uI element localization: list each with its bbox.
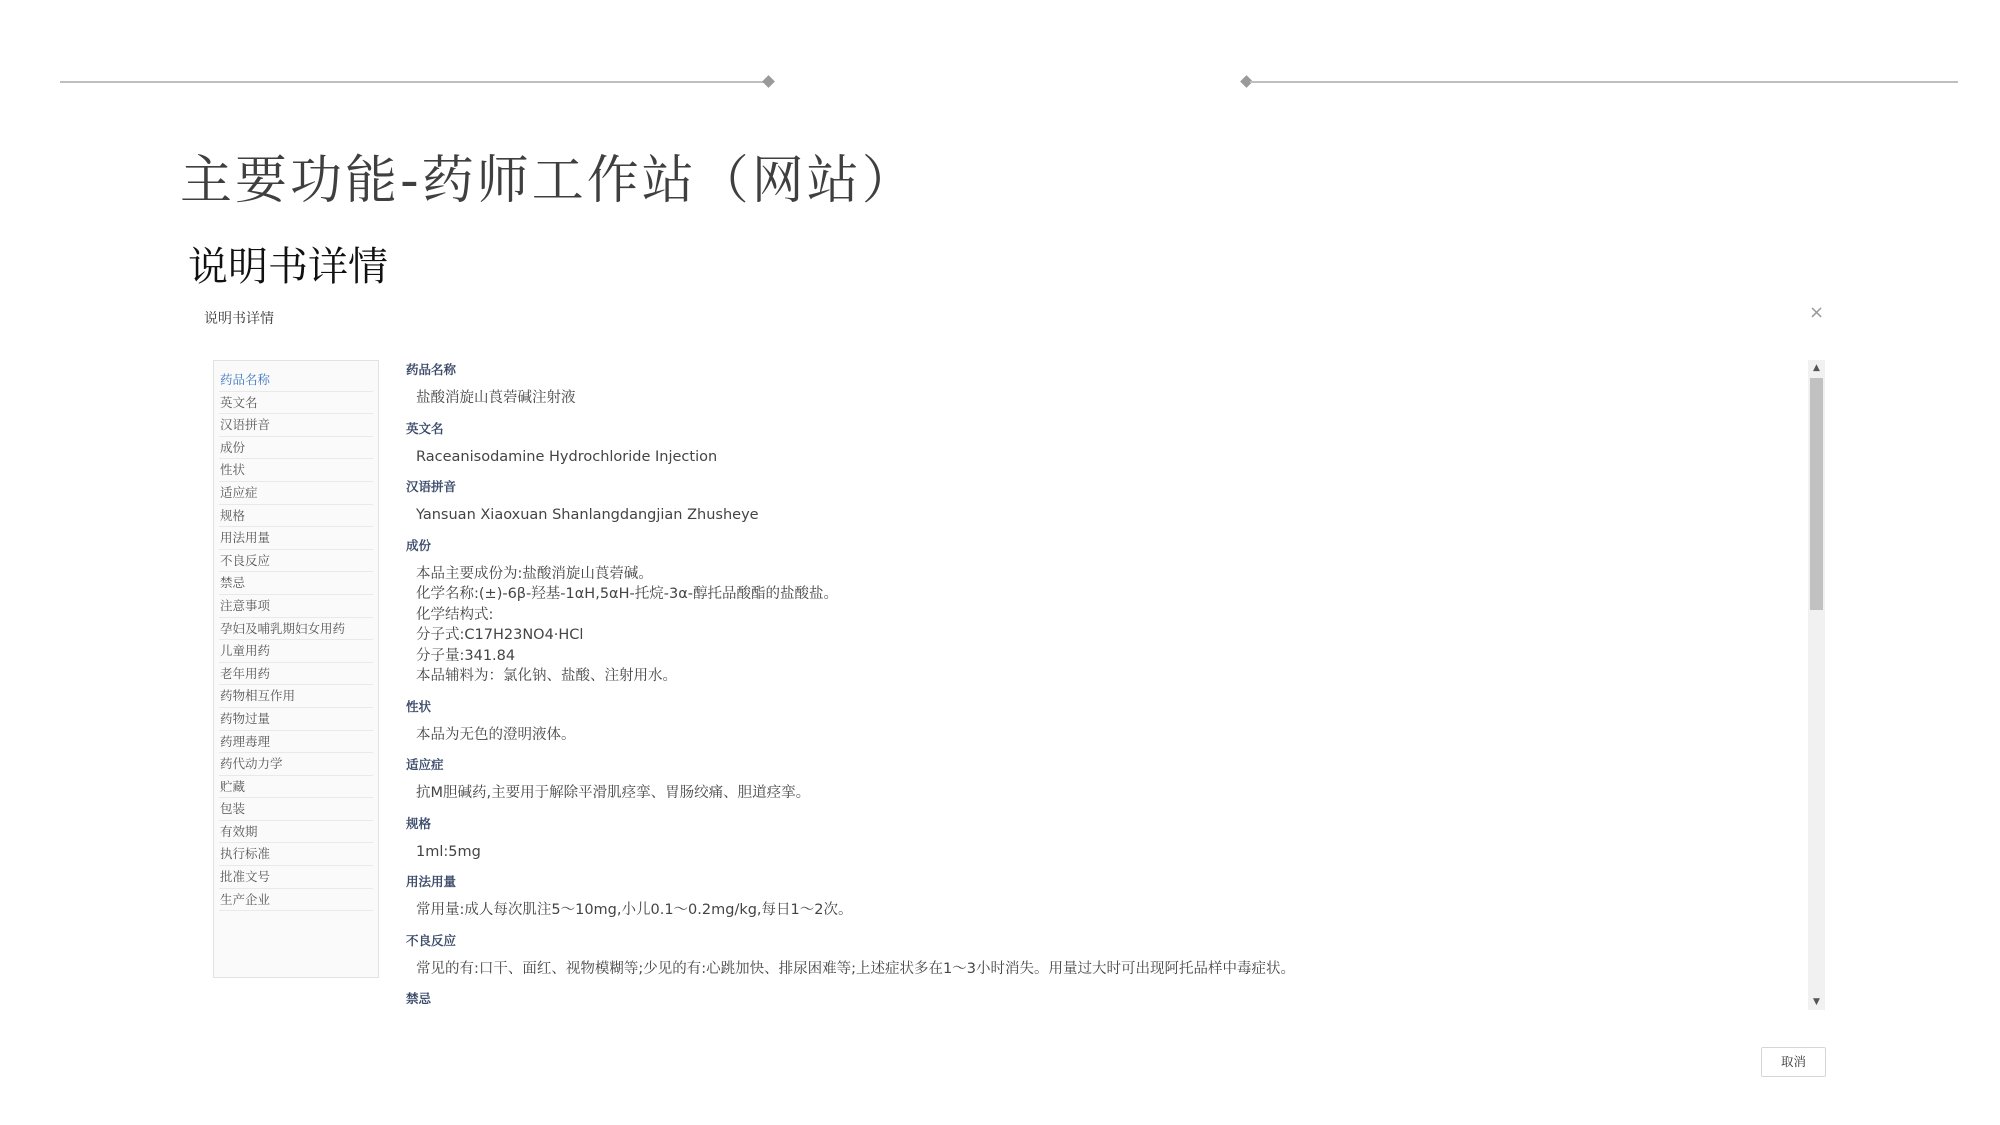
section-body <box>406 842 1776 863</box>
section-body <box>406 505 1776 526</box>
instruction-section <box>406 931 1776 980</box>
section-nav-sidebar <box>213 360 379 978</box>
section-heading: 成份 <box>406 537 432 553</box>
section-line: 常用量:成人每次肌注5～10mg,小儿0.1～0.2mg/kg,每日1～2次。 <box>416 902 853 918</box>
scroll-down-arrow-icon[interactable]: ▼ <box>1813 997 1820 1007</box>
sidebar-item[interactable]: 药物相互作用 <box>219 685 373 708</box>
instruction-section <box>406 477 1776 526</box>
sidebar-item[interactable]: 用法用量 <box>219 527 373 550</box>
section-line: 盐酸消旋山莨菪碱注射液 <box>416 390 576 406</box>
section-line: Raceanisodamine Hydrochloride Injection <box>416 448 718 465</box>
sidebar-item[interactable]: 成份 <box>219 437 373 460</box>
section-body <box>406 725 1776 746</box>
close-icon[interactable]: × <box>1809 302 1825 323</box>
section-line: 1ml:5mg <box>416 843 481 860</box>
sidebar-item[interactable]: 适应症 <box>219 482 373 505</box>
instruction-section <box>406 872 1776 921</box>
sidebar-item[interactable]: 药代动力学 <box>219 753 373 776</box>
section-body <box>406 564 1776 687</box>
sidebar-item[interactable]: 贮藏 <box>219 776 373 799</box>
decorative-diamond-left <box>762 75 775 88</box>
instruction-section <box>406 989 1776 1009</box>
section-line: 分子量:341.84 <box>416 647 516 664</box>
sidebar-item[interactable]: 老年用药 <box>219 663 373 686</box>
section-line: 抗M胆碱药,主要用于解除平滑肌痉挛、胃肠绞痛、胆道痉挛。 <box>416 785 811 801</box>
decorative-line-left <box>60 81 768 83</box>
section-heading: 用法用量 <box>406 874 457 889</box>
decorative-line-right <box>1250 81 1958 83</box>
section-body <box>406 388 1776 409</box>
sidebar-item[interactable]: 禁忌 <box>219 572 373 595</box>
section-line: 本品为无色的澄明液体。 <box>416 726 576 743</box>
section-body <box>406 447 1776 468</box>
sidebar-item[interactable]: 规格 <box>219 505 373 528</box>
section-line: 常见的有:口干、面红、视物模糊等;少见的有:心跳加快、排尿困难等;上述症状多在1～3小时消失。用量过大时可出现阿托品样中毒症状。 <box>416 960 1295 977</box>
sidebar-item[interactable]: 汉语拼音 <box>219 414 373 437</box>
sidebar-item[interactable]: 生产企业 <box>219 889 373 912</box>
sidebar-item[interactable]: 儿童用药 <box>219 640 373 663</box>
instruction-section <box>406 419 1776 468</box>
content-scrollbar[interactable] <box>1808 360 1825 1010</box>
slide-subtitle: 说明书详情 <box>188 244 388 290</box>
sidebar-item[interactable]: 药理毒理 <box>219 731 373 754</box>
sidebar-item[interactable]: 有效期 <box>219 821 373 844</box>
instructions-dialog <box>186 290 1842 1112</box>
section-heading: 药品名称 <box>406 362 457 377</box>
sidebar-item[interactable]: 不良反应 <box>219 550 373 573</box>
sidebar-item[interactable]: 批准文号 <box>219 866 373 889</box>
section-heading: 规格 <box>406 815 432 831</box>
sidebar-item[interactable]: 包装 <box>219 798 373 821</box>
instruction-section <box>406 536 1776 687</box>
section-heading: 英文名 <box>406 420 444 436</box>
cancel-button[interactable]: 取消 <box>1761 1047 1826 1077</box>
sidebar-item[interactable]: 注意事项 <box>219 595 373 618</box>
sidebar-item[interactable]: 孕妇及哺乳期妇女用药 <box>219 618 373 641</box>
section-heading: 汉语拼音 <box>406 479 457 494</box>
dialog-title: 说明书详情 <box>204 311 274 327</box>
instruction-section <box>406 755 1776 804</box>
section-line: 分子式:C17H23NO4·HCl <box>416 627 584 643</box>
section-line: 化学结构式: <box>416 606 494 623</box>
instructions-content <box>406 360 1776 1015</box>
sidebar-item[interactable]: 药品名称 <box>219 369 373 392</box>
scroll-up-arrow-icon[interactable]: ▲ <box>1813 363 1820 373</box>
section-body <box>406 959 1776 980</box>
section-line: 本品主要成份为:盐酸消旋山莨菪碱。 <box>416 565 653 582</box>
section-heading: 不良反应 <box>406 932 457 948</box>
section-body <box>406 783 1776 804</box>
sidebar-item[interactable]: 药物过量 <box>219 708 373 731</box>
section-heading: 禁忌 <box>406 991 432 1006</box>
instruction-section <box>406 814 1776 863</box>
instruction-section <box>406 360 1776 409</box>
section-body <box>406 900 1776 921</box>
instruction-section <box>406 697 1776 746</box>
sidebar-item[interactable]: 性状 <box>219 459 373 482</box>
sidebar-item[interactable]: 执行标准 <box>219 843 373 866</box>
section-line: Yansuan Xiaoxuan Shanlangdangjian Zhusheye <box>416 507 759 523</box>
sidebar-item[interactable]: 英文名 <box>219 392 373 415</box>
section-line: 本品辅料为：氯化钠、盐酸、注射用水。 <box>416 668 677 684</box>
section-heading: 适应症 <box>406 757 444 772</box>
section-line: 化学名称:(±)-6β-羟基-1αH,5αH-托烷-3α-醇托品酸酯的盐酸盐。 <box>416 586 838 602</box>
section-heading: 性状 <box>406 698 432 714</box>
scroll-thumb[interactable] <box>1810 378 1823 610</box>
slide-title: 主要功能-药师工作站（网站） <box>180 151 917 211</box>
